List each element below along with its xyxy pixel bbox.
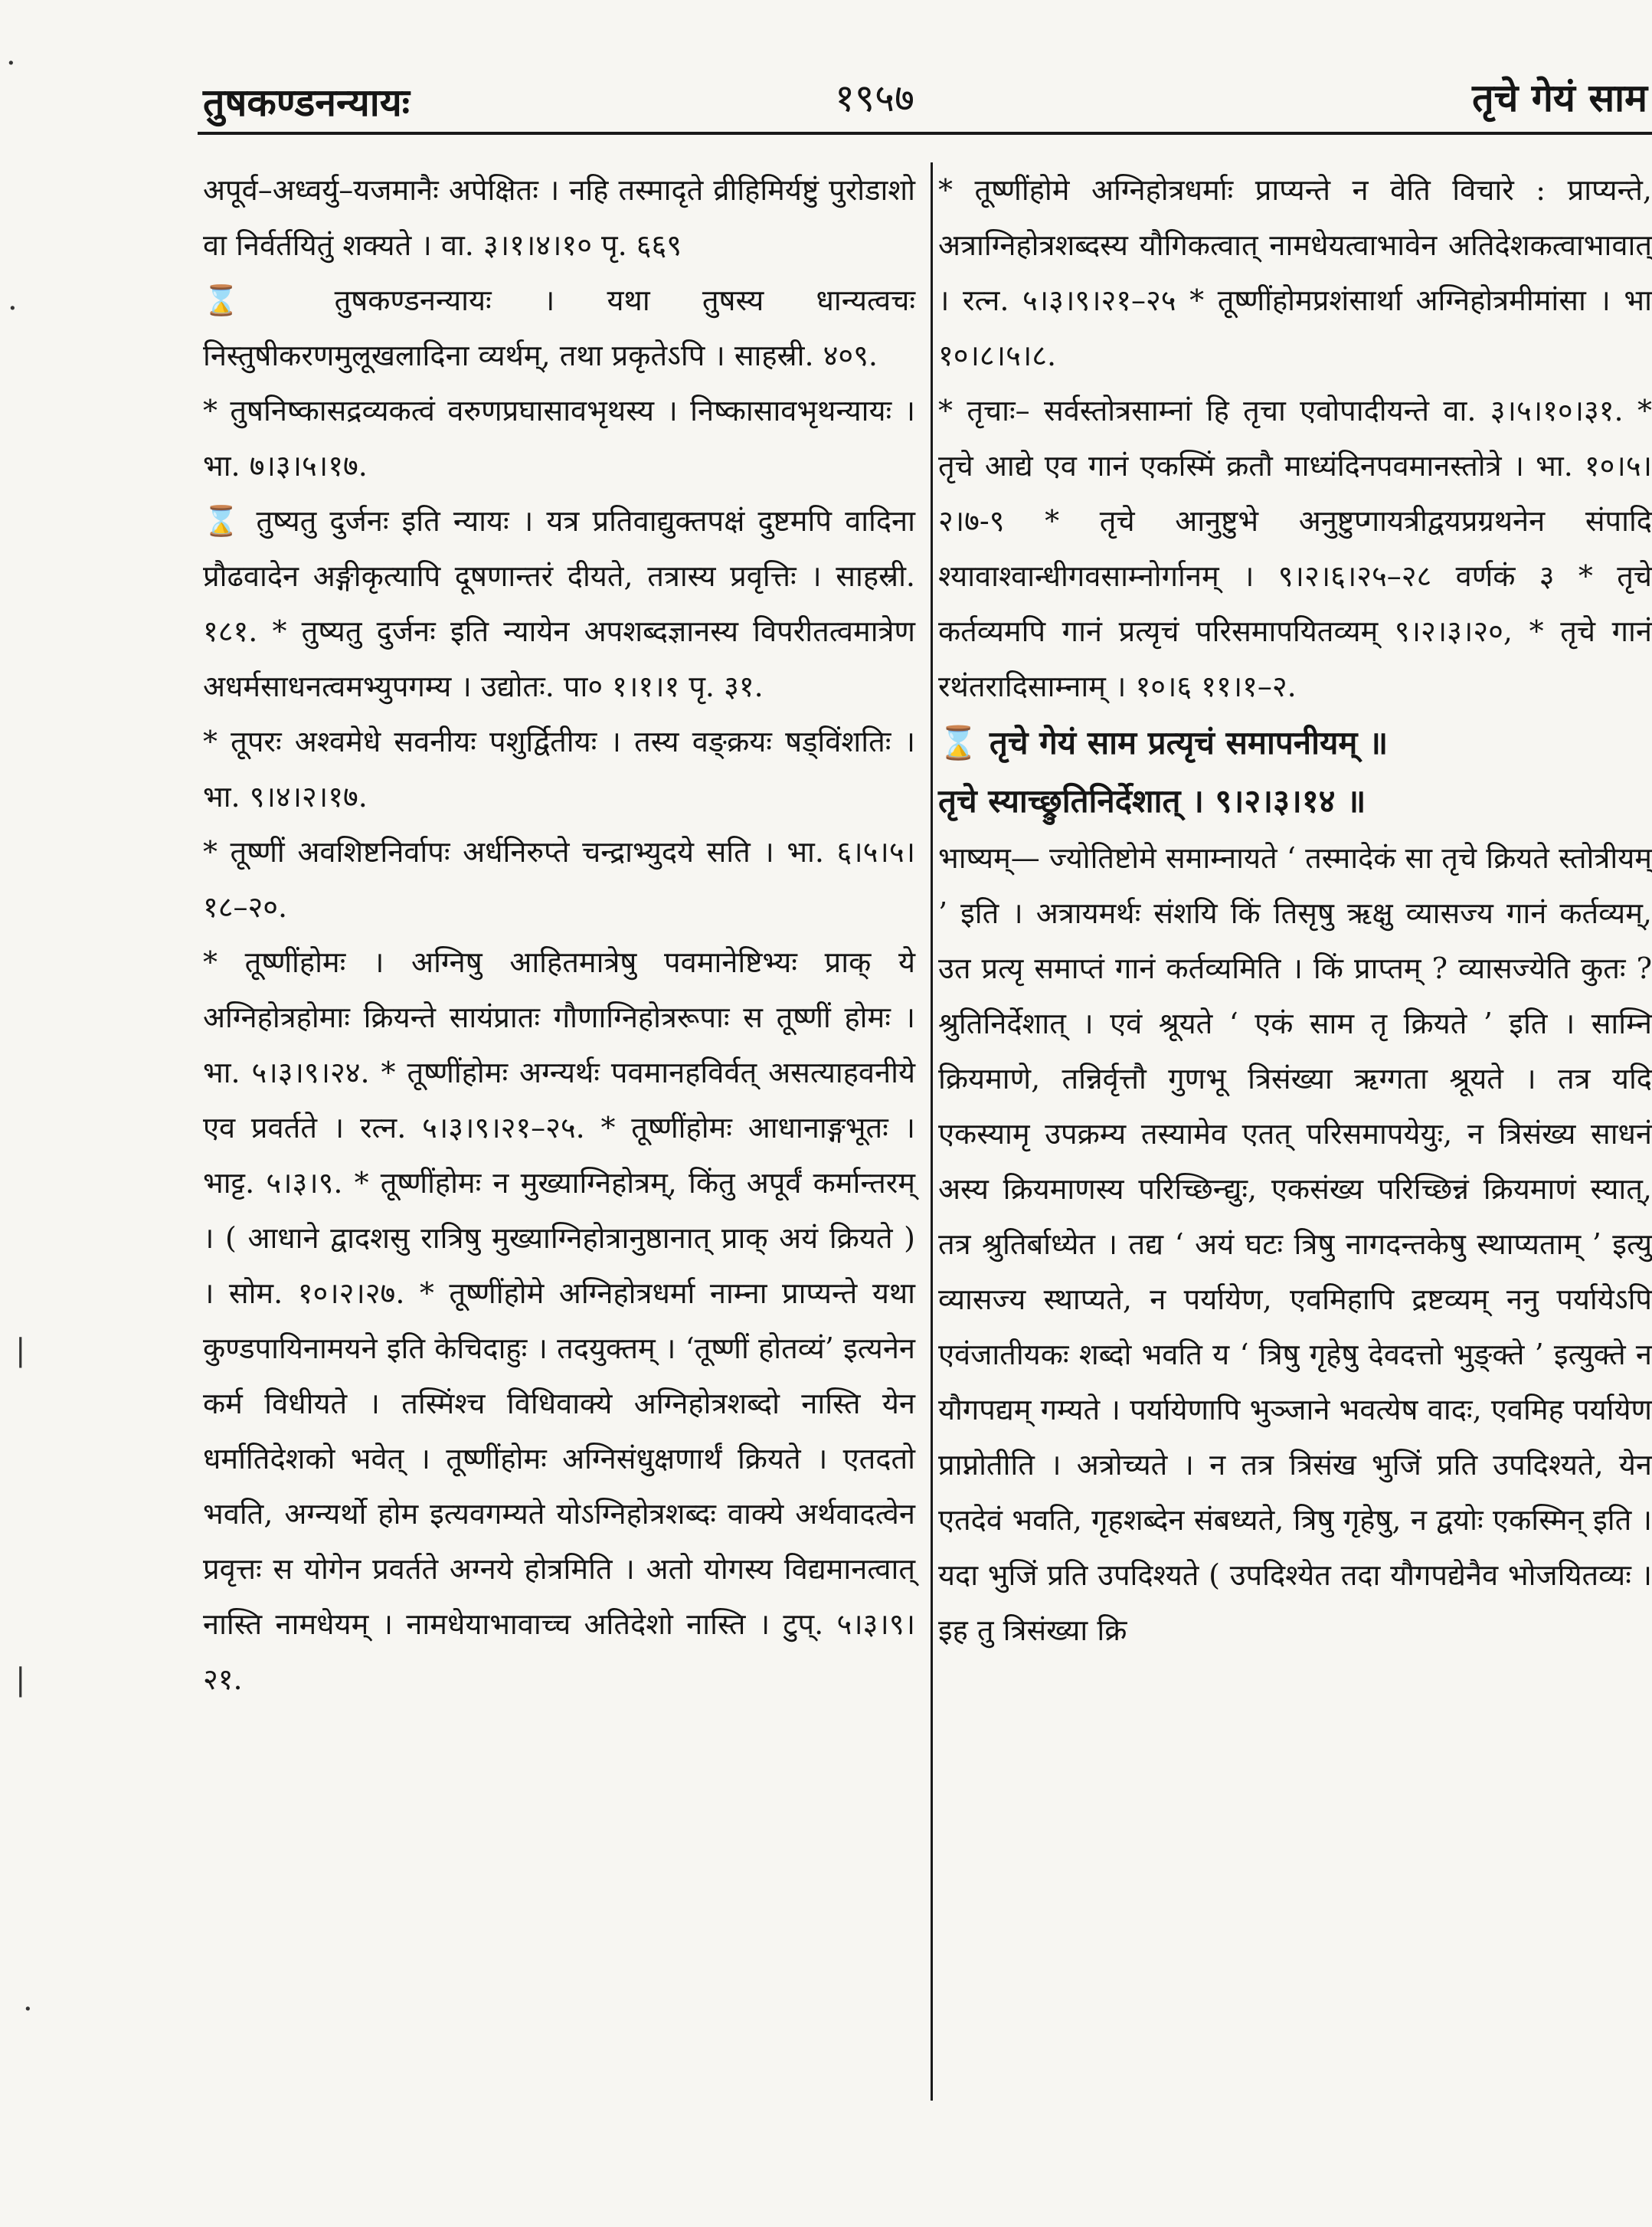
scan-speck-2: · — [8, 291, 18, 326]
right-para-2: * तृचाः– सर्वस्तोत्रसाम्नां हि तृचा एवोपादीयन्ते वा. ३।५।१०।३१. * तृचे आद्ये एव गानं एकस्मिं क्रतौ माध्यंदिनपवमानस्तोत्रे । भा. १०।५।२।७-९ * तृचे आनुष्टुभे अनुष्टुप्गायत्रीद्वयप्रग्रथनेन संपादि श्यावाश्वान्धीगवसाम्नोर्गानम् । ९।२।६।२५–२८ वर्णकं ३ * तृचे कर्तव्यमपि गानं प्रत्यृचं परिसमापयितव्यम् ९।२।३।२०, * तृचे गानं रथंतरादिसाम्नाम् । १०।६ ११।१–२. — [938, 394, 1652, 703]
left-para-5: * तूपरः अश्वमेधे सवनीयः पशुर्द्वितीयः । तस्य वङ्क्रयः षड्विंशतिः । भा. ९।४।२।१७. — [203, 725, 915, 814]
page-number: १९५७ — [835, 76, 914, 120]
right-para-1: * तूष्णींहोमे अग्निहोत्रधर्माः प्राप्यन्ते न वेति विचारे : प्राप्यन्ते, अत्राग्निहोत्रशब्दस्य यौगिकत्वात् नामधेयत्वाभावेन अतिदेशकत्वाभावात् । रत्न. ५।३।९।२१–२५ * तूष्णींहोमप्रशंसार्था अग्निहोत्रमीमांसा । भा १०।८।५।८. — [938, 173, 1652, 372]
left-para-1: अपूर्व–अध्वर्यु–यजमानैः अपेक्षितः । नहि तस्मादृते व्रीहिमिर्यष्टुं पुरोडाशो वा निर्वर्तयितुं शक्यते । वा. ३।१।४।१० पृ. ६६९ — [203, 173, 915, 262]
left-para-6: * तूष्णीं अवशिष्टनिर्वापः अर्धनिरुप्ते चन्द्राभ्युदये सति । भा. ६।५।५।१८–२०. — [203, 835, 915, 924]
left-para-2: ⌛ तुषकण्डनन्यायः । यथा तुषस्य धान्यत्वचः निस्तुषीकरणमुलूखलादिना व्यर्थम्, तथा प्रकृतेऽपि । साहस्री. ४०९. — [203, 283, 915, 372]
scan-speck-4: | — [15, 1662, 26, 1698]
scan-speck-5: · — [23, 1992, 33, 2027]
column-divider — [931, 162, 933, 2101]
left-para-4: ⌛ तुष्यतु दुर्जनः इति न्यायः । यत्र प्रतिवाद्युक्तपक्षं दुष्टमपि वादिना प्रौढवादेन अङ्गीकृत्यापि दूषणान्तरं दीयते, तत्रास्य प्रवृत्तिः । साहस्री. १८१. * तुष्यतु दुर्जनः इति न्यायेन अपशब्दज्ञानस्य विपरीतत्वमात्रेण अधर्मसाधनत्वमभ्युपगम्य । उद्योतः. पा० १।१।१ पृ. ३१. — [203, 504, 915, 703]
left-para-7: * तूष्णींहोमः । अग्निषु आहितमात्रेषु पवमानेष्टिभ्यः प्राक् ये अग्निहोत्रहोमाः क्रियन्ते सायंप्रातः गौणाग्निहोत्ररूपाः स तूष्णीं होमः । भा. ५।३।९।२४. * तूष्णींहोमः अग्न्यर्थः पवमानहविर्वत् असत्याहवनीये एव प्रवर्तते । रत्न. ५।३।९।२१–२५. * तूष्णींहोमः आधानाङ्गभूतः । भाट्ट. ५।३।९. * तूष्णींहोमः न मुख्याग्निहोत्रम्, किंतु अपूर्वं कर्मान्तरम् । ( आधाने द्वादशसु रात्रिषु मुख्याग्निहोत्रानुष्ठानात् प्राक् अयं क्रियते ) । सोम. १०।२।२७. * तूष्णींहोमे अग्निहोत्रधर्मा नाम्ना प्राप्यन्ते यथा कुण्डपायिनामयने इति केचिदाहुः । तदयुक्तम् । ‘तूष्णीं होतव्यं’ इत्यनेन कर्म विधीयते । तस्मिंश्च विधिवाक्ये अग्निहोत्रशब्दो नास्ति येन धर्मातिदेशको भवेत् । तूष्णींहोमः अग्निसंधुक्षणार्थं क्रियते । एतदतो भवति, अग्न्यर्थो होम इत्यवगम्यते योऽग्निहोत्रशब्दः वाक्ये अर्थवादत्वेन प्रवृत्तः स योगेन प्रवर्तते अग्नये होत्रमिति । अतो योगस्य विद्यमानत्वात् नास्ति नामधेयम् । नामधेयाभावाच्च अतिदेशो नास्ति । टुप्. ५।३।९।२१. — [203, 945, 915, 1696]
scan-speck-3: | — [15, 1333, 26, 1368]
scan-speck-1: · — [6, 46, 16, 81]
right-column — [938, 162, 1652, 1658]
left-column — [203, 162, 915, 1707]
header-right-title: तृचे गेयं साम — [1472, 75, 1647, 120]
left-para-3: * तुषनिष्कासद्रव्यकत्वं वरुणप्रघासावभृथस्य । निष्कासावभृथन्यायः । भा. ७।३।५।१७. — [203, 394, 915, 483]
header-left-title: तुषकण्डनन्यायः — [203, 80, 410, 125]
header-rule — [198, 132, 1652, 135]
sutra-heading: ⌛ तृचे गेयं साम प्रत्यृचं समापनीयम् ॥ तृचे स्याच्छ्रुतिनिर्देशात् । ९।२।३।१४ ॥ — [938, 724, 1389, 820]
bhashya-para: भाष्यम्— ज्योतिष्टोमे समाम्नायते ‘ तस्मादेकं सा तृचे क्रियते स्तोत्रीयम् ’ इति । अत्रायमर्थः संशयि किं तिसृषु ऋक्षु व्यासज्य गानं कर्तव्यम्, उत प्रत्यृ समाप्तं गानं कर्तव्यमिति । किं प्राप्तम् ? व्यासज्येति कुतः ? श्रुतिनिर्देशात् । एवं श्रूयते ‘ एकं साम तृ क्रियते ’ इति । साम्नि क्रियमाणे, तन्निर्वृत्तौ गुणभू त्रिसंख्या ऋग्गता श्रूयते । तत्र यदि एकस्यामृ उपक्रम्य तस्यामेव एतत् परिसमापयेयुः, न त्रिसंख्य साधनं अस्य क्रियमाणस्य परिच्छिन्द्युः, एकसंख्य परिच्छिन्नं क्रियमाणं स्यात्, तत्र श्रुतिर्बाध्येत । तद्य ‘ अयं घटः त्रिषु नागदन्तकेषु स्थाप्यताम् ’ इत्यु व्यासज्य स्थाप्यते, न पर्यायेण, एवमिहापि द्रष्टव्यम् ननु पर्यायेऽपि एवंजातीयकः शब्दो भवति य ‘ त्रिषु गृहेषु देवदत्तो भुङ्क्ते ’ इत्युक्ते न यौगपद्यम् गम्यते । पर्यायेणापि भुञ्जाने भवत्येष वादः, एवमिह पर्यायेण प्राप्नोतीति । अत्रोच्यते । न तत्र त्रिसंख भुजिं प्रति उपदिश्यते, येन एतदेवं भवति, गृहशब्देन संबध्यते, त्रिषु गृहेषु, न द्वयोः एकस्मिन् इति । यदा भुजिं प्रति उपदिश्यते ( उपदिश्येत तदा यौगपद्येनैव भोजयितव्यः । इह तु त्रिसंख्या क्रि — [938, 841, 1652, 1647]
